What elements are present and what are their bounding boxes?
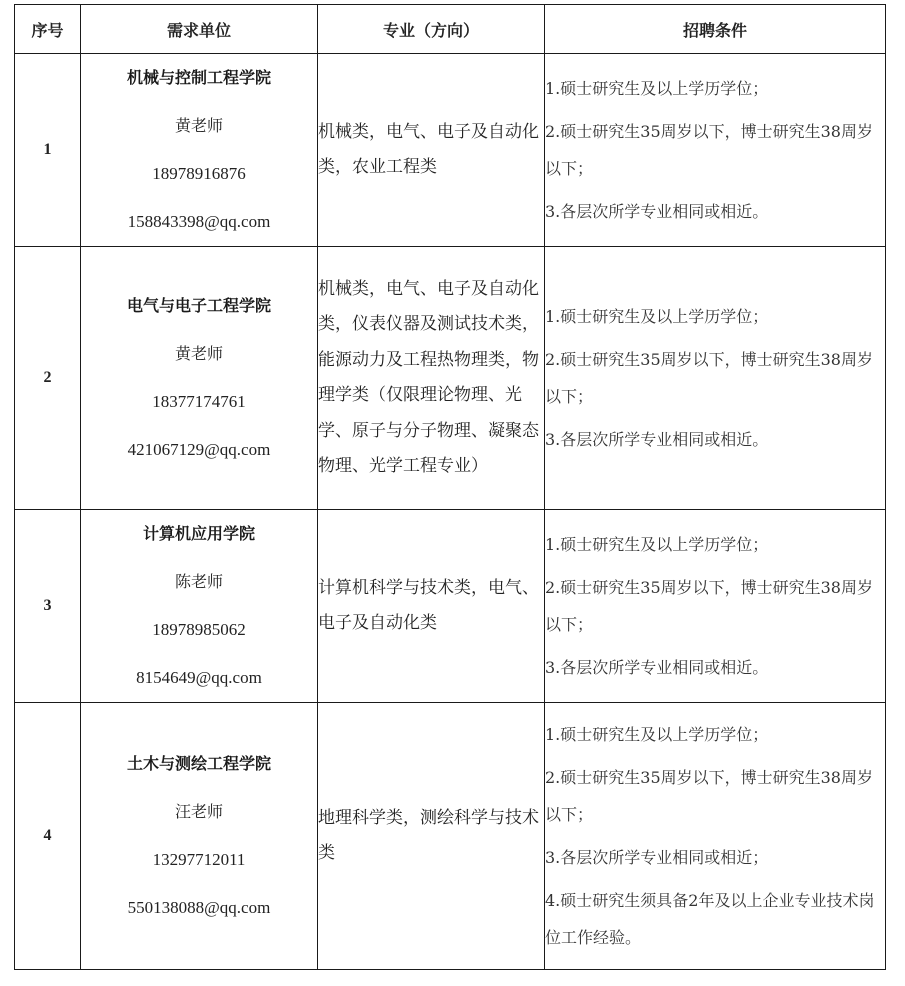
requirements-cell [545,703,886,970]
requirements-cell [545,54,886,247]
requirement-item: 3.各层次所学专业相同或相近。 [545,430,769,449]
major-cell: 地理科学类，测绘科学与技术类 [318,703,545,970]
requirement-item: 2.硕士研究生35周岁以下，博士研究生38周岁以下； [545,122,873,178]
table-body [15,54,886,970]
major-cell: 计算机科学与技术类，电气、电子及自动化类 [318,510,545,703]
header-no: 序号 [15,5,81,54]
requirement-item: 3.各层次所学专业相同或相近。 [545,202,769,221]
contact-phone: 18377174761 [152,392,246,411]
requirements-cell [545,510,886,703]
row-number: 3 [15,510,81,703]
unit-name: 土木与测绘工程学院 [126,754,271,773]
contact-name: 汪老师 [174,802,223,821]
major-cell: 机械类，电气、电子及自动化类，仪表仪器及测试技术类，能源动力及工程热物理类，物理学类（仅限理论物理、光学、原子与分子物理、凝聚态物理、光学工程专业） [318,247,545,510]
major-cell: 机械类，电气、电子及自动化类，农业工程类 [318,54,545,247]
unit-cell [81,247,318,510]
requirement-item: 1.硕士研究生及以上学历学位； [545,535,769,554]
unit-cell [81,54,318,247]
header-unit: 需求单位 [81,5,318,54]
table-row [15,54,886,247]
row-number: 1 [15,54,81,247]
requirement-item: 1.硕士研究生及以上学历学位； [545,725,769,744]
contact-email: 8154649@qq.com [136,668,262,687]
header-requirements: 招聘条件 [545,5,886,54]
header-row [15,5,886,54]
requirement-item: 4.硕士研究生须具备2年及以上企业专业技术岗位工作经验。 [545,891,875,947]
requirement-item: 3.各层次所学专业相同或相近。 [545,658,769,677]
unit-name: 计算机应用学院 [142,524,255,543]
contact-phone: 18978916876 [152,164,246,183]
contact-email: 158843398@qq.com [127,212,271,231]
requirement-item: 3.各层次所学专业相同或相近； [545,848,769,867]
unit-name: 电气与电子工程学院 [126,296,271,315]
table-row [15,247,886,510]
contact-name: 黄老师 [174,344,223,363]
contact-phone: 18978985062 [152,620,246,639]
unit-cell [81,510,318,703]
requirement-item: 2.硕士研究生35周岁以下，博士研究生38周岁以下； [545,578,873,634]
recruitment-table [14,4,886,970]
requirement-item: 2.硕士研究生35周岁以下，博士研究生38周岁以下； [545,768,873,824]
requirements-cell [545,247,886,510]
requirement-item: 1.硕士研究生及以上学历学位； [545,307,769,326]
table-row [15,510,886,703]
row-number: 4 [15,703,81,970]
contact-name: 黄老师 [174,116,223,135]
table-row [15,703,886,970]
contact-phone: 13297712011 [152,850,246,869]
row-number: 2 [15,247,81,510]
contact-name: 陈老师 [174,572,223,591]
requirement-item: 2.硕士研究生35周岁以下，博士研究生38周岁以下； [545,350,873,406]
contact-email: 421067129@qq.com [127,440,271,459]
header-major: 专业（方向） [318,5,545,54]
contact-email: 550138088@qq.com [127,898,271,917]
unit-name: 机械与控制工程学院 [126,68,271,87]
requirement-item: 1.硕士研究生及以上学历学位； [545,79,769,98]
table-header [15,5,886,54]
unit-cell [81,703,318,970]
